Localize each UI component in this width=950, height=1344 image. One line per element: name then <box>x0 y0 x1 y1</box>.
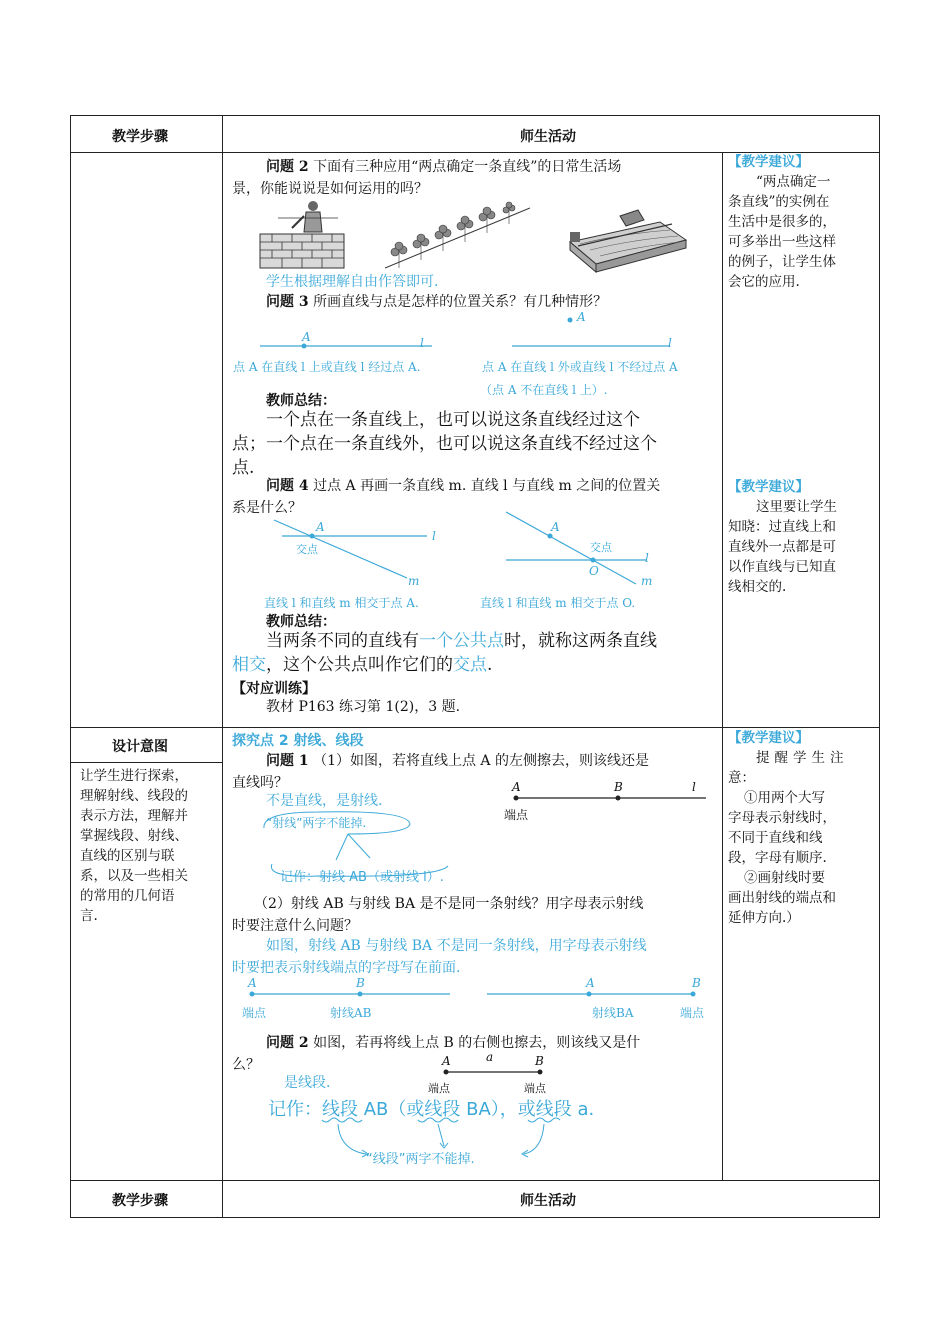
question-2-answer: 学生根据理解自由作答即可. <box>266 274 439 290</box>
table-bottom-border <box>70 1217 880 1218</box>
ray-ab-figure <box>240 988 455 1000</box>
summary-2-b4: . <box>487 655 493 675</box>
fig4-intersection-label: 交点 <box>590 541 612 554</box>
teaching-tip-1-line: 可多举出一些这样 <box>728 234 836 250</box>
fig4-caption: 直线 l 和直线 m 相交于点 O. <box>480 596 636 610</box>
question-3-text: 所画直线与点是怎样的位置关系？有几种情形？ <box>313 294 608 310</box>
summary-1-line-c: 点. <box>232 458 255 478</box>
teaching-tip-1-line: 会它的应用. <box>728 274 800 290</box>
teaching-tip-3-line: ②画射线时要 <box>744 870 825 886</box>
teaching-tip-1 <box>728 152 874 292</box>
fig3-l-label: l <box>432 529 436 543</box>
fig1-caption: 点 A 在直线 l 上或直线 l 经过点 A. <box>233 360 421 374</box>
segment-record: 记作：线段 AB（或线段 BA），或线段 a. <box>268 1099 595 1120</box>
fig1-line-label: l <box>420 336 424 350</box>
table-right-border <box>879 115 880 1217</box>
fig7-ray-label: 射线BA <box>592 1006 634 1020</box>
fig3-a-label: A <box>316 520 325 534</box>
teaching-tip-2-line: 知晓：过直线上和 <box>728 519 836 535</box>
design-intent-title: 设计意图 <box>112 739 168 755</box>
design-intent <box>80 766 220 926</box>
question-2-title: 问题 2 <box>266 159 309 175</box>
point-on-line-figure <box>232 328 447 356</box>
teaching-tip-3-line: 不同于直线和线 <box>728 830 823 846</box>
fig4-m-label: m <box>641 574 653 588</box>
segment-note: “线段”两字不能掉. <box>366 1152 475 1167</box>
teaching-tip-1-line: 生活中是很多的， <box>728 214 836 230</box>
teaching-tip-3-line: 提醒学生注 <box>756 750 849 766</box>
teaching-tip-3-line: ①用两个大写 <box>744 790 825 806</box>
explore-point-2-heading: 探究点 2 射线、线段 <box>232 733 364 749</box>
summary-1-title: 教师总结： <box>266 393 336 409</box>
summary-1-line-a: 一个点在一条直线上，也可以说这条直线经过这个 <box>266 410 640 430</box>
table-top-border <box>70 115 880 116</box>
summary-2-b2: ，这个公共点叫作它们的 <box>266 655 453 675</box>
segment-question-2-title: 问题 2 <box>266 1035 309 1051</box>
ray-question-1b-answer <box>232 935 717 979</box>
question-4-text-a: 过点 A 再画一条直线 m. 直线 l 与直线 m 之间的位置关 <box>313 478 661 494</box>
row-divider-2 <box>70 1180 880 1181</box>
fig6-a-label: A <box>248 976 257 990</box>
question-3-title: 问题 3 <box>266 294 309 310</box>
teaching-tip-2-line: 这里要让学生 <box>756 499 837 515</box>
footer-header-steps: 教学步骤 <box>112 1193 168 1209</box>
fig2-point-label: A <box>577 310 586 324</box>
ray-question-1-title: 问题 1 <box>266 753 309 769</box>
teaching-tip-3-line: 延伸方向.） <box>728 910 800 926</box>
design-intent-line: 的常用的几何语 <box>80 888 175 904</box>
teaching-tip-3-line: 意： <box>728 770 755 786</box>
design-intent-line: 掌握线段、射线、 <box>80 828 188 844</box>
ray-question-1b-answer-b: 时要把表示射线端点的字母写在前面. <box>232 960 461 976</box>
teaching-tip-2 <box>728 477 874 597</box>
segment-answer: 是线段. <box>284 1075 331 1091</box>
tree-planting-illustration <box>385 200 530 272</box>
fig3-m-label: m <box>408 574 420 588</box>
design-header-divider <box>70 762 222 763</box>
teaching-tip-1-line: “两点确定一 <box>756 174 831 190</box>
design-intent-line: 让学生进行探索， <box>80 768 188 784</box>
ray-question-1b <box>232 893 717 937</box>
design-intent-line: 言. <box>80 908 98 924</box>
fig8-endpoint-1: 端点 <box>428 1082 450 1095</box>
teaching-tip-2-line: 以作直线与已知直 <box>728 559 836 575</box>
teaching-tip-3-line: 字母表示射线时， <box>728 810 836 826</box>
segment-question-2-text-b: 么？ <box>232 1057 260 1073</box>
fig2-caption-a: 点 A 在直线 l 外或直线 l 不经过点 A <box>482 360 678 374</box>
fig4-a-label: A <box>551 520 560 534</box>
header-steps: 教学步骤 <box>112 129 168 145</box>
fig5-a-label: A <box>512 780 521 794</box>
ray-record: 记作：射线 AB（或射线 l）. <box>280 870 444 885</box>
fig5-endpoint-label: 端点 <box>504 808 529 822</box>
column-divider-1 <box>222 115 223 1217</box>
segment-figure <box>440 1066 550 1078</box>
common-point-highlight: 一个公共点 <box>419 631 504 651</box>
design-intent-line: 系，以及一些相关 <box>80 868 188 884</box>
design-intent-line: 直线的区别与联 <box>80 848 175 864</box>
fig8-b-label: B <box>535 1054 544 1068</box>
fig5-b-label: B <box>614 780 623 794</box>
teaching-tip-1-line: 条直线”的实例在 <box>728 194 830 210</box>
teaching-tip-3-title: 【教学建议】 <box>728 730 809 746</box>
ray-question-1-text-b: 直线吗？ <box>232 775 288 791</box>
ray-figure <box>500 792 710 804</box>
intersect-highlight: 相交 <box>232 655 266 675</box>
design-intent-line: 表示方法，理解并 <box>80 808 188 824</box>
fig1-point-label: A <box>302 330 311 344</box>
fig6-ray-label: 射线AB <box>330 1006 372 1020</box>
fig2-caption-b: （点 A 不在直线 l 上）. <box>480 383 608 397</box>
column-divider-2 <box>722 152 723 1180</box>
teaching-tip-2-line: 线相交的. <box>728 579 787 595</box>
fig2-line-label: l <box>668 336 672 350</box>
teaching-tip-3-line: 画出射线的端点和 <box>728 890 836 906</box>
carpenter-illustration <box>560 202 690 274</box>
fig8-endpoint-2: 端点 <box>524 1082 546 1095</box>
fig3-caption: 直线 l 和直线 m 相交于点 A. <box>264 596 419 610</box>
summary-1-line-b: 点；一个点在一条直线外，也可以说这条直线不经过这个 <box>232 434 657 454</box>
intersect-at-o-figure <box>486 508 656 588</box>
summary-2 <box>232 629 717 677</box>
summary-2-a1: 当两条不同的直线有 <box>266 631 419 651</box>
footer-header-activities: 师生活动 <box>520 1193 576 1209</box>
fig8-a-length-label: a <box>486 1050 494 1064</box>
teaching-tip-1-line: 的例子，让学生体 <box>728 254 836 270</box>
question-2-text-a: 下面有三种应用“两点确定一条直线”的日常生活场 <box>313 159 622 175</box>
practice-title: 【对应训练】 <box>232 681 316 697</box>
teaching-tip-3-line: 段，字母有顺序. <box>728 850 827 866</box>
bricklayer-illustration <box>258 198 348 270</box>
fig6-endpoint-label: 端点 <box>242 1006 267 1020</box>
fig4-l-label: l <box>645 551 649 565</box>
teaching-tip-2-line: 直线外一点都是可 <box>728 539 836 555</box>
teaching-tip-2-title: 【教学建议】 <box>728 479 809 495</box>
ray-question-1b-text-a: （2）射线 AB 与射线 BA 是不是同一条射线？用字母表示射线 <box>254 896 644 912</box>
design-intent-line: 理解射线、线段的 <box>80 788 188 804</box>
table-left-border <box>70 115 71 1217</box>
fig8-a-label: A <box>442 1054 451 1068</box>
header-activities: 师生活动 <box>520 129 576 145</box>
question-4-title: 问题 4 <box>266 478 309 494</box>
teaching-tip-3 <box>728 728 874 928</box>
ray-question-1-answer: 不是直线，是射线. <box>266 793 383 809</box>
fig3-intersection-label: 交点 <box>296 543 318 556</box>
intersect-at-a-figure <box>262 514 432 584</box>
ray-note: “射线”两字不能掉. <box>266 816 367 830</box>
summary-2-title: 教师总结： <box>266 614 336 630</box>
point-off-line-figure <box>490 310 690 356</box>
question-2-text-b: 景，你能说说是如何运用的吗？ <box>232 181 428 197</box>
summary-1 <box>232 408 717 480</box>
fig6-b-label: B <box>356 976 365 990</box>
fig4-o-label: O <box>589 564 599 578</box>
ray-question-1-text-a: （1）如图，若将直线上点 A 的左侧擦去，则该线还是 <box>313 753 649 769</box>
teaching-tip-1-title: 【教学建议】 <box>728 154 809 170</box>
practice-text: 教材 P163 练习第 1(2)，3 题. <box>266 699 461 715</box>
question-2 <box>232 156 717 200</box>
fig7-endpoint-label: 端点 <box>680 1006 705 1020</box>
ray-question-1b-answer-a: 如图，射线 AB 与射线 BA 不是同一条射线，用字母表示射线 <box>266 938 647 954</box>
intersection-point-highlight: 交点 <box>453 655 487 675</box>
ray-question-1 <box>232 750 717 794</box>
fig7-a-label: A <box>586 976 595 990</box>
fig7-b-label: B <box>692 976 701 990</box>
segment-question-2-text-a: 如图，若再将线上点 B 的右侧也擦去，则该线又是什 <box>313 1035 641 1051</box>
ray-question-1b-text-b: 时要注意什么问题？ <box>232 918 358 934</box>
question-4-text-b: 系是什么？ <box>232 500 302 516</box>
fig5-l-label: l <box>692 780 696 794</box>
summary-2-a3: 时，就称这两条直线 <box>504 631 657 651</box>
